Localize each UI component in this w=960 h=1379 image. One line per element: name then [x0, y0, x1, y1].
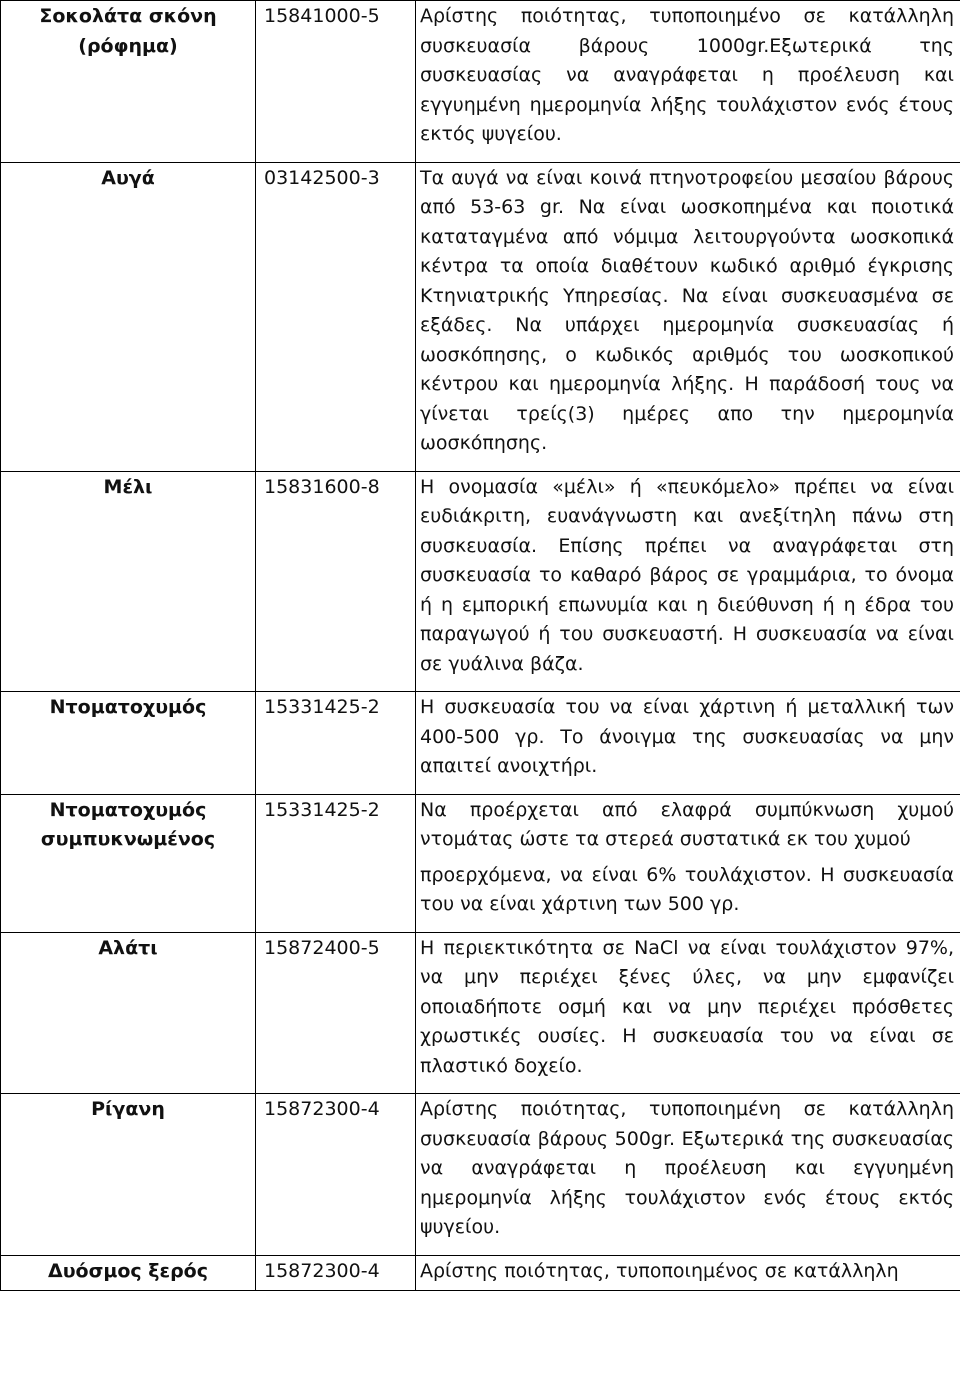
table-row	[1, 932, 960, 1094]
product-description	[416, 1255, 960, 1291]
cpv-code: 15331425-2	[256, 794, 416, 932]
description-paragraph: προερχόμενα, να είναι 6% τουλάχιστον. Η συσκευασία του να είναι χάρτινη των 500 γρ.	[420, 863, 954, 915]
description-paragraph: Τα αυγά να είναι κοινά πτηνοτροφείου μεσαίου βάρους από 53-63 gr. Να είναι ωοσκοπημένα και ποιοτικά καταταγμένα από νόμιμα λειτουργούντα ωοσκοπικά κέντρα τα οποία διαθέτουν κωδικό αριθμό έγκρισης Κτηνιατρικής Υπηρεσίας. Να είναι συσκευασμένα σε εξάδες. Να υπάρχει ημερομηνία συσκευασίας ή ωοσκόπησης, ο κωδικός αριθμός του ωοσκοπικού κέντρου και ημερομηνία λήξης. Η παράδοσή τους να γίνεται τρείς(3) ημέρες απο την ημερομηνία ωοσκόπησης.	[420, 166, 954, 454]
product-name: Ντοματοχυμός	[1, 692, 256, 795]
product-description	[416, 692, 960, 795]
cpv-code: 03142500-3	[256, 162, 416, 471]
product-description	[416, 1094, 960, 1256]
description-paragraph: Να προέρχεται από ελαφρά συμπύκνωση χυμού ντομάτας ώστε τα στερεά συστατικά εκ του χυμού	[420, 798, 954, 850]
product-name: Σοκολάτα σκόνη (ρόφημα)	[1, 1, 256, 163]
product-description	[416, 471, 960, 692]
description-paragraph: Η ονομασία «μέλι» ή «πευκόμελο» πρέπει να είναι ευδιάκριτη, ευανάγνωστη και ανεξίτηλη πάνω στη συσκευασία. Επίσης πρέπει να αναγράφεται στη συσκευασία το καθαρό βάρος σε γραμμάρια, το όνομα ή η εμπορική επωνυμία και η διεύθυνση ή η έδρα του παραγωγού ή του συσκευαστή. Η συσκευασία να είναι σε γυάλινα βάζα.	[420, 475, 954, 675]
cpv-code: 15331425-2	[256, 692, 416, 795]
table-row	[1, 1255, 960, 1291]
product-name: Ρίγανη	[1, 1094, 256, 1256]
product-description	[416, 794, 960, 932]
cpv-code: 15872300-4	[256, 1255, 416, 1291]
description-paragraph: Αρίστης ποιότητας, τυποποιημένο σε κατάλληλη συσκευασία βάρους 1000gr.Εξωτερικά της συσκευασίας να αναγράφεται η προέλευση και εγγυημένη ημερομηνία λήξης τουλάχιστον ενός έτους εκτός ψυγείου.	[420, 5, 954, 145]
cpv-code: 15841000-5	[256, 1, 416, 163]
table-row	[1, 471, 960, 692]
cpv-code: 15872400-5	[256, 932, 416, 1094]
table-row	[1, 162, 960, 471]
description-paragraph: Η συσκευασία του να είναι χάρτινη ή μεταλλική των 400-500 γρ. Το άνοιγμα της συσκευασίας να μην απαιτεί ανοιχτήρι.	[420, 696, 954, 777]
product-name: Αλάτι	[1, 932, 256, 1094]
description-paragraph: Αρίστης ποιότητας, τυποποιημένη σε κατάλληλη συσκευασία βάρους 500gr. Εξωτερικά της συσκευασίας να αναγράφεται η προέλευση και εγγυημένη ημερομηνία λήξης τουλάχιστον ενός έτους εκτός ψυγείου.	[420, 1098, 954, 1238]
table-row	[1, 794, 960, 932]
product-description	[416, 1, 960, 163]
description-paragraph: Αρίστης ποιότητας, τυποποιημένος σε κατάλληλη	[420, 1259, 899, 1282]
table-row	[1, 1094, 960, 1256]
cpv-code: 15831600-8	[256, 471, 416, 692]
cpv-code: 15872300-4	[256, 1094, 416, 1256]
table-row	[1, 1, 960, 163]
product-description	[416, 162, 960, 471]
product-name: Μέλι	[1, 471, 256, 692]
product-name: Δυόσμος ξερός	[1, 1255, 256, 1291]
product-name: Αυγά	[1, 162, 256, 471]
description-paragraph: Η περιεκτικότητα σε NaCl να είναι τουλάχιστον 97%, να μην περιέχει ξένες ύλες, να μην εμφανίζει οποιαδήποτε οσμή και να μην περιέχει πρόσθετες χρωστικές ουσίες. Η συσκευασία του να είναι σε πλαστικό δοχείο.	[420, 936, 954, 1077]
table-row	[1, 692, 960, 795]
product-name: Ντοματοχυμός συμπυκνωμένος	[1, 794, 256, 932]
product-description	[416, 932, 960, 1094]
